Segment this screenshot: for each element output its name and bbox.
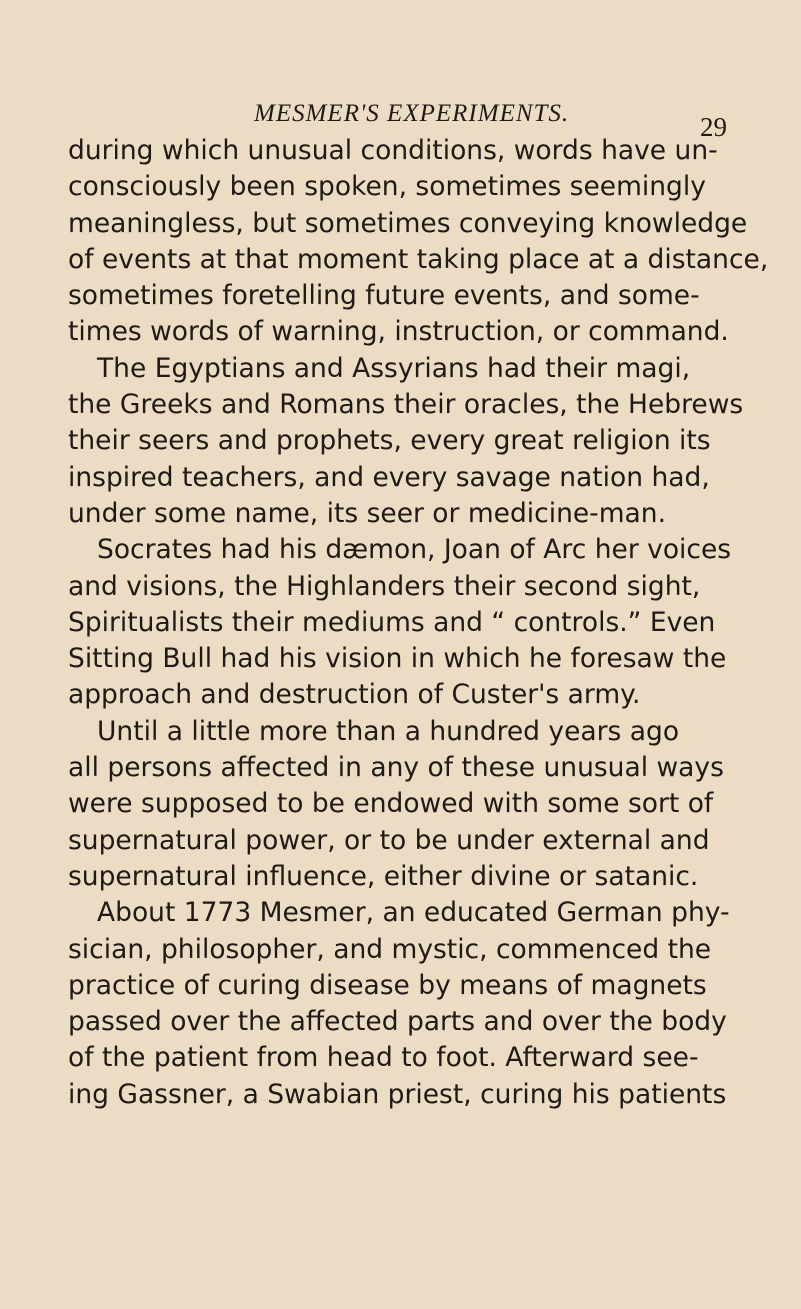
text-line: were supposed to be endowed with some sort of (68, 788, 714, 820)
text-line: during which unusual conditions, words have un- (68, 135, 718, 166)
text-line: Sitting Bull had his vision in which he foresaw the (68, 643, 727, 675)
body-text (68, 133, 788, 1113)
text-line: practice of curing disease by means of magnets (68, 969, 707, 1001)
text-line: their seers and prophets, every great religion its (68, 425, 711, 457)
text-line: sician, philosopher, and mystic, commenced the (68, 933, 712, 965)
text-line: About 1773 Mesmer, an educated German phy- (97, 897, 730, 929)
text-line: supernatural influence, either divine or satanic. (68, 860, 699, 892)
text-line: consciously been spoken, sometimes seemingly (68, 171, 706, 203)
page-number: 29 (700, 112, 727, 142)
text-line: and visions, the Highlanders their second sight, (68, 570, 701, 602)
text-line: all persons affected in any of these unusual ways (68, 752, 724, 784)
text-line: of the patient from head to foot. Afterward see- (68, 1042, 699, 1074)
text-line: ing Gassner, a Swabian priest, curing his patients (68, 1078, 727, 1110)
text-line: times words of warning, instruction, or command. (68, 316, 729, 348)
text-line: the Greeks and Romans their oracles, the Hebrews (68, 389, 744, 421)
text-line: approach and destruction of Custer's army. (68, 679, 641, 711)
text-line: The Egyptians and Assyrians had their magi, (97, 352, 691, 384)
text-line: of events at that moment taking place at a distance, (68, 243, 769, 275)
text-line: passed over the affected parts and over the body (68, 1006, 727, 1038)
text-line: inspired teachers, and every savage nation had, (68, 461, 710, 493)
text-line: supernatural power, or to be under external and (68, 824, 710, 856)
text-line: Spiritualists their mediums and “ controls.” Even (68, 606, 716, 638)
text-line: meaningless, but sometimes conveying knowledge (68, 207, 748, 239)
text-line: under some name, its seer or medicine-man. (68, 497, 667, 529)
text-line: sometimes foretelling future events, and some- (68, 280, 700, 312)
running-head: MESMER'S EXPERIMENTS. (254, 100, 570, 127)
text-line: Socrates had his dæmon, Joan of Arc her voices (97, 534, 732, 566)
text-line: Until a little more than a hundred years ago (97, 715, 680, 747)
